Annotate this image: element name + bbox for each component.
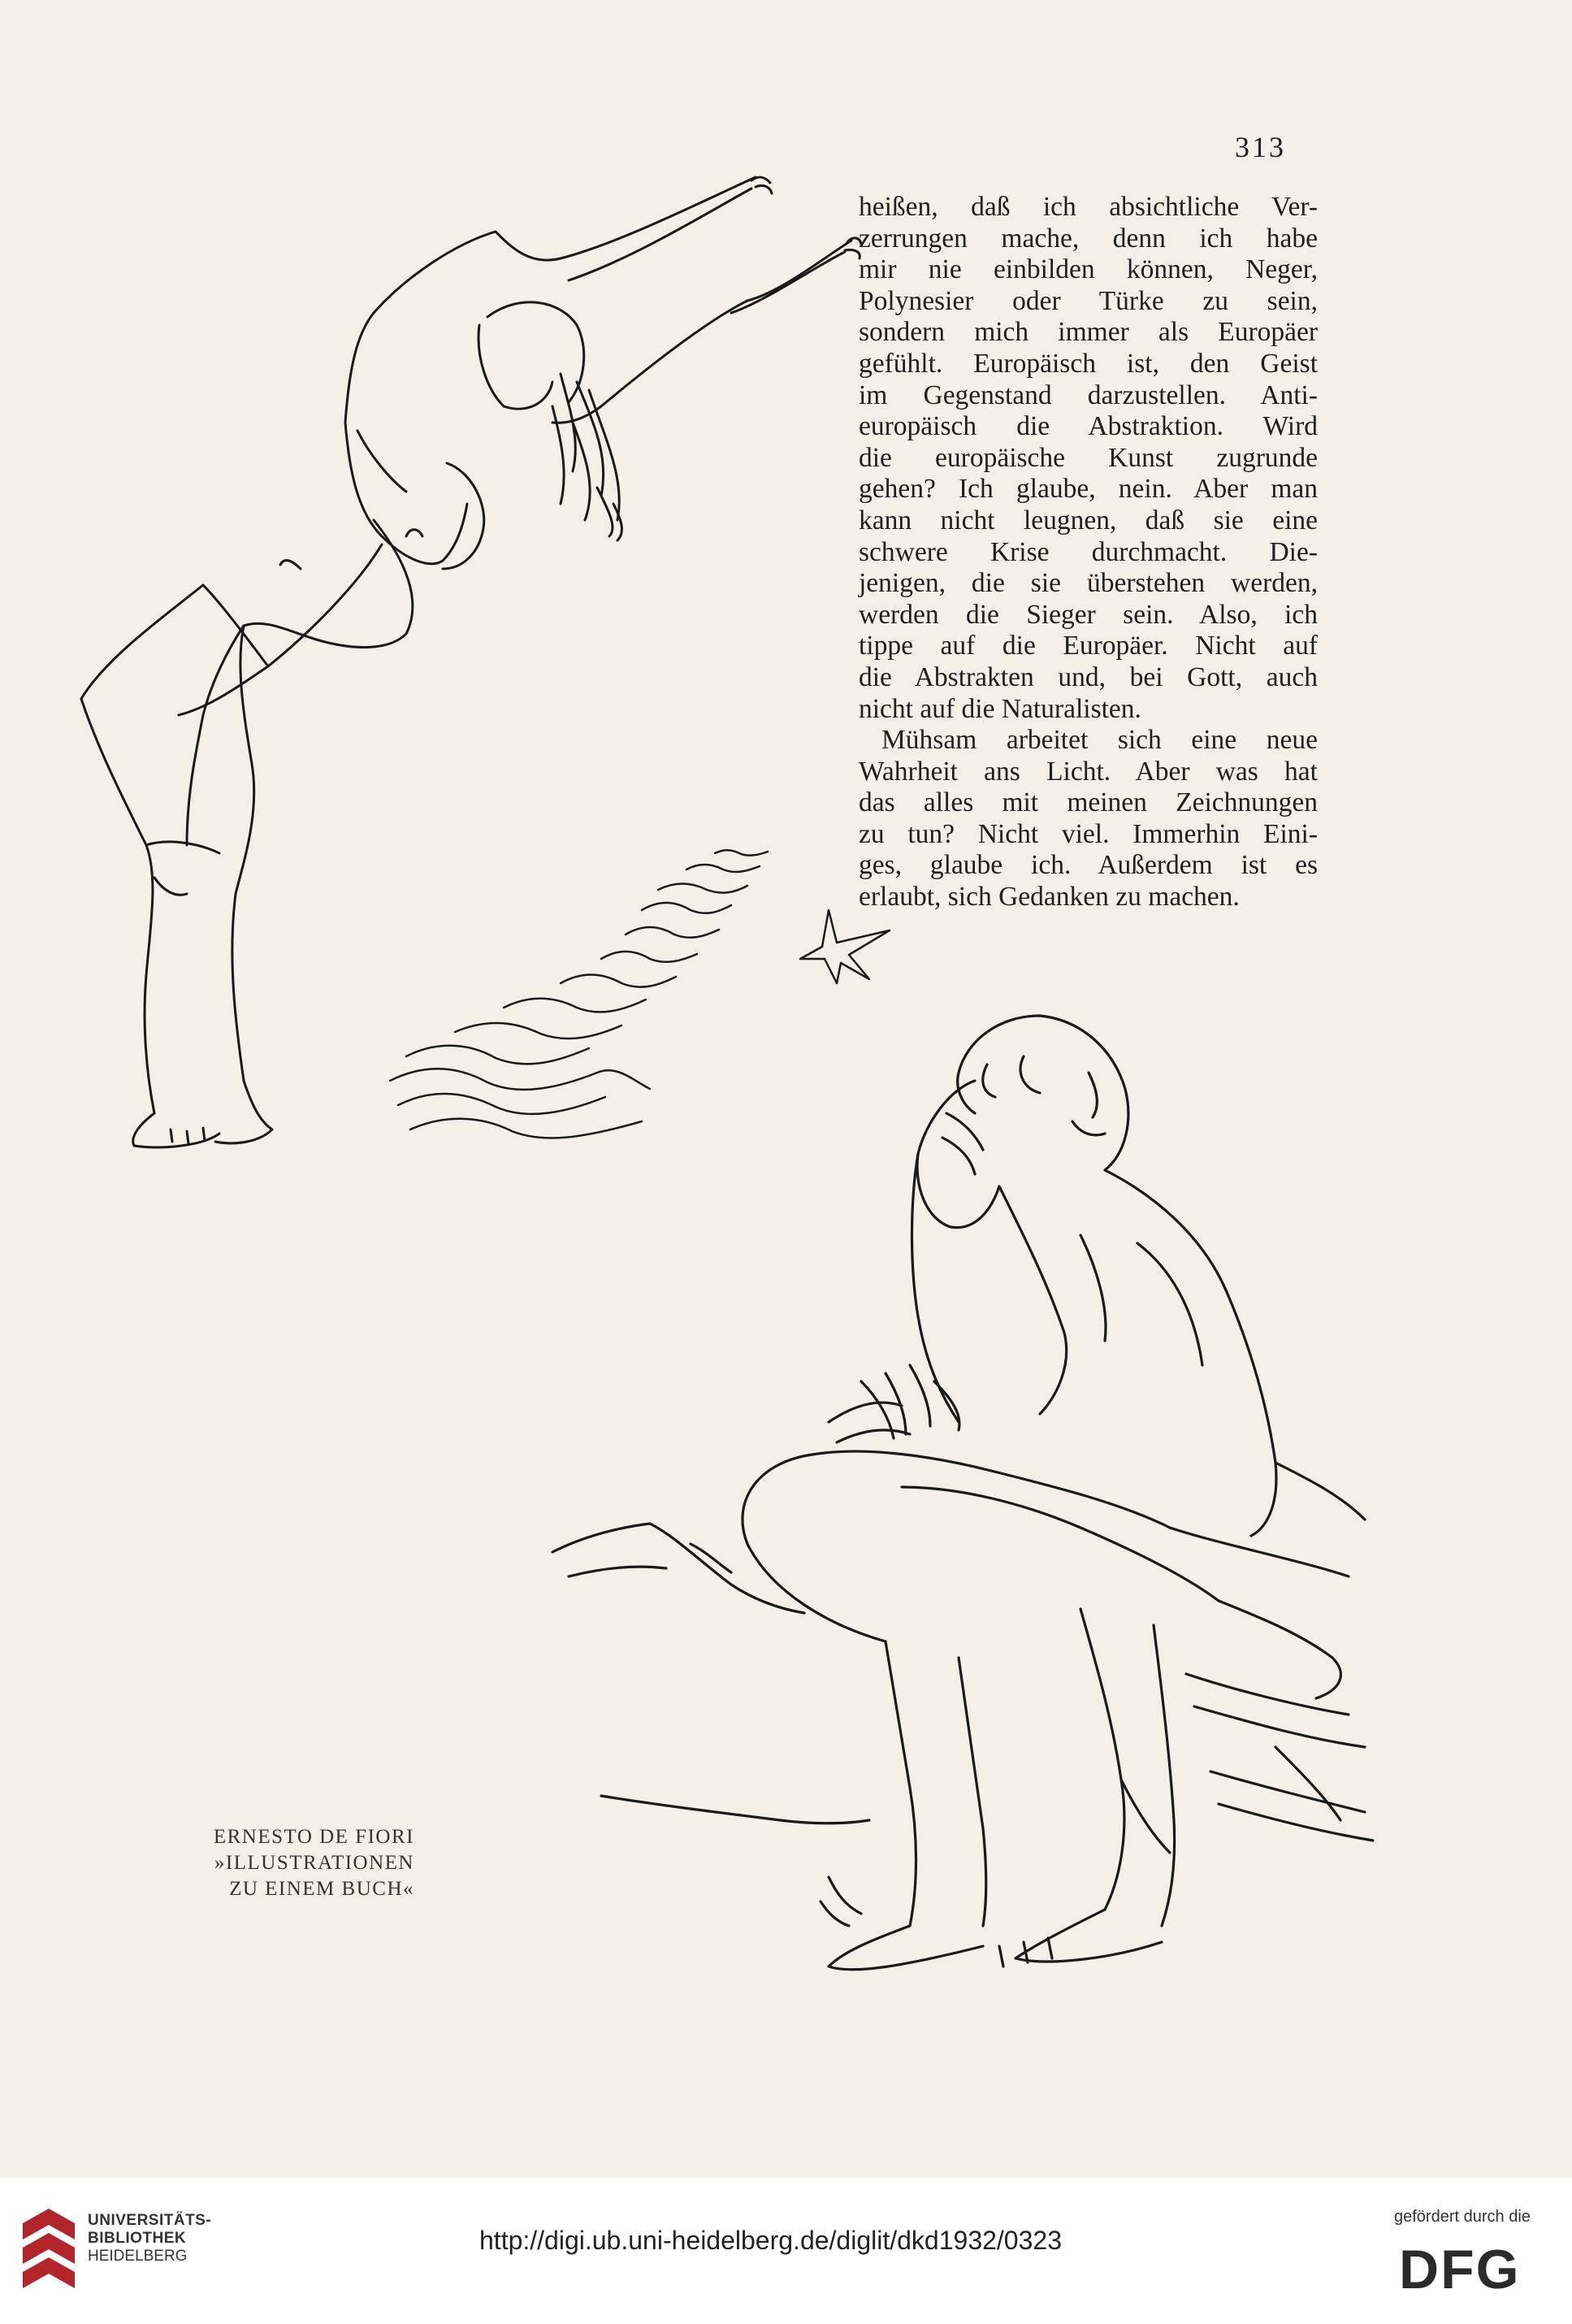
library-line: HEIDELBERG — [88, 2248, 188, 2265]
caption-line: ERNESTO DE FIORI — [213, 1826, 414, 1848]
text-line: tippe auf die Europäer. Nicht auf — [859, 631, 1318, 661]
text-line: sondern mich immer als Europäer — [859, 317, 1318, 348]
dfg-logo: DFG — [1399, 2239, 1521, 2300]
seated-man-figure-drawing — [552, 1016, 1373, 1970]
text-line: im Gegenstand darzustellen. Anti- — [859, 379, 1318, 410]
funded-by-label: gefördert durch die — [1394, 2208, 1531, 2226]
text-line: kann nicht leugnen, daß sie eine — [859, 505, 1318, 535]
library-name — [88, 2212, 211, 2265]
text-line: schwere Krise durchmacht. Die- — [859, 536, 1318, 567]
text-line: jenigen, die sie überstehen werden, — [859, 568, 1318, 599]
library-line: BIBLIOTHEK — [88, 2230, 187, 2247]
text-line: europäisch die Abstraktion. Wird — [859, 411, 1318, 442]
caption-line: ZU EINEM BUCH« — [229, 1878, 414, 1900]
text-line: Wahrheit ans Licht. Aber was hat — [859, 756, 1318, 787]
text-line: Mühsam arbeitet sich eine neue — [881, 725, 1318, 756]
text-line: nicht auf die Naturalisten. — [859, 693, 1141, 724]
text-line: erlaubt, sich Gedanken zu machen. — [859, 882, 1240, 913]
text-line: gehen? Ich glaube, nein. Aber man — [859, 474, 1318, 505]
text-line: die Abstrakten und, bei Gott, auch — [859, 661, 1318, 692]
text-line: zu tun? Nicht viel. Immerhin Eini- — [859, 818, 1318, 849]
caption-line: »ILLUSTRATIONEN — [214, 1852, 414, 1874]
text-line: ges, glaube ich. Außerdem ist es — [859, 850, 1318, 881]
illustration-caption — [207, 1824, 414, 1902]
text-line: Polynesier oder Türke zu sein, — [859, 285, 1318, 316]
text-line: werden die Sieger sein. Also, ich — [859, 599, 1318, 630]
text-line: die europäische Kunst zugrunde — [859, 442, 1318, 473]
text-line: mir nie einbilden können, Neger, — [859, 254, 1318, 285]
text-line: gefühlt. Europäisch ist, den Geist — [859, 348, 1318, 379]
text-line: das alles mit meinen Zeichnungen — [859, 787, 1318, 818]
star-drawing — [800, 910, 890, 983]
permalink-url[interactable]: http://digi.ub.uni-heidelberg.de/diglit/dkd1932/0323 — [479, 2226, 1062, 2255]
standing-nude-figure-drawing — [81, 177, 861, 1147]
wave-lines-drawing — [390, 850, 768, 1138]
page-number: 313 — [1235, 131, 1286, 163]
library-line: UNIVERSITÄTS- — [88, 2212, 212, 2229]
text-line: zerrungen mache, denn ich habe — [859, 223, 1318, 254]
university-library-logo-icon — [16, 2207, 81, 2304]
text-line: heißen, daß ich absichtliche Ver- — [859, 192, 1318, 222]
